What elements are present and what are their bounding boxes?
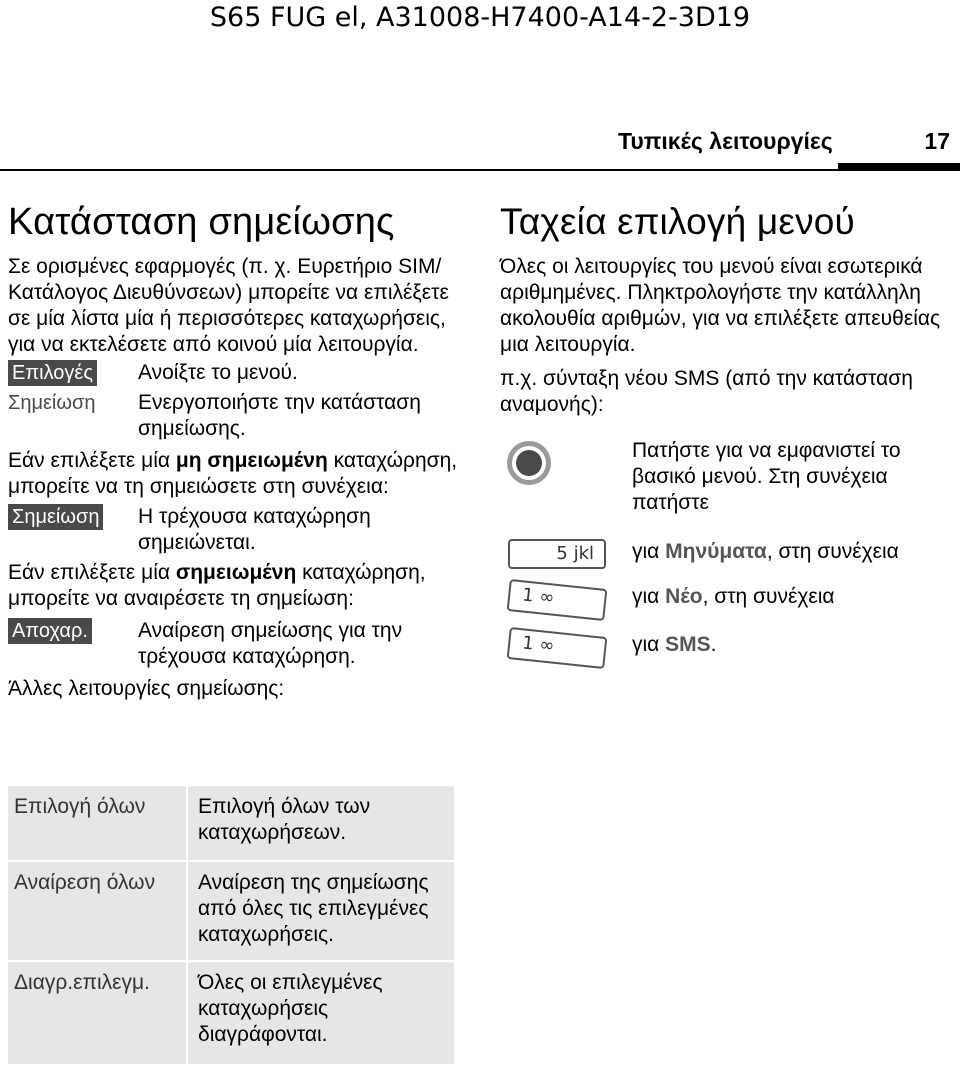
- table-row: [8, 862, 454, 962]
- mark-row: [8, 390, 458, 442]
- key-1-label: 1 ∞: [521, 632, 556, 657]
- step-4-post: .: [710, 633, 717, 656]
- unmarked-paragraph: [8, 448, 458, 500]
- mark-desc-2: Η τρέχουσα καταχώρηση σημειώνεται.: [138, 505, 371, 554]
- key-5-label: 5 jkl: [556, 543, 594, 564]
- function-delete-marked[interactable]: Διαγρ.επιλεγμ.: [14, 971, 150, 994]
- step-2-post: , στη συνέχεια: [766, 540, 899, 563]
- unmark-softkey[interactable]: Αποχαρ.: [8, 618, 92, 644]
- key-5-icon[interactable]: [508, 539, 606, 569]
- heading-mark-mode: Κατάσταση σημείωσης: [8, 201, 395, 243]
- page-header: [560, 126, 960, 166]
- right-column: [500, 196, 955, 418]
- table-row: [8, 786, 454, 862]
- marked-paragraph: [8, 560, 458, 612]
- key-1-icon[interactable]: [507, 579, 608, 621]
- function-desc: Επιλογή όλων των καταχωρήσεων.: [186, 786, 454, 860]
- step-3-post: , στη συνέχεια: [702, 585, 835, 608]
- mark-desc: Ενεργοποιήστε την κατάσταση σημείωσης.: [138, 391, 421, 440]
- unmarked-text-bold: μη σημειωμένη: [175, 449, 328, 472]
- function-desc: Αναίρεση της σημείωσης από όλες τις επιλεγμένες καταχωρήσεις.: [186, 862, 454, 960]
- marked-text-post: καταχώρηση, μπορείτε να αναιρέσετε τη σημείωση:: [8, 561, 426, 610]
- marked-text-pre: Εάν επιλέξετε μία: [8, 561, 176, 584]
- page-number: 17: [924, 128, 950, 154]
- step-4-text: [632, 632, 952, 658]
- step-2-bold: Μηνύματα: [665, 540, 767, 563]
- function-unmark-all[interactable]: Αναίρεση όλων: [14, 871, 156, 894]
- mark-softkey-2[interactable]: Σημείωση: [8, 504, 103, 530]
- step-1-text: Πατήστε για να εμφανιστεί το βασικό μενού. Στη συνέχεια πατήστε: [632, 439, 901, 514]
- mark-functions-table: [8, 786, 454, 1064]
- mark-row-2: [8, 504, 458, 556]
- key-1-label: 1 ∞: [521, 584, 556, 609]
- mark-mode-intro: Σε ορισμένες εφαρμογές (π. χ. Ευρετήριο SIM/ Κατάλογος Διευθύνσεων) μπορείτε να επιλέξετε σε μία λίστα μία ή περισσότερες καταχωρήσεις, για να εκτελέσετε από κοινού μία λειτουργία.: [8, 255, 449, 356]
- marked-text-bold: σημειωμένη: [175, 561, 297, 584]
- left-column: [8, 196, 458, 702]
- navigation-key-icon[interactable]: [504, 438, 554, 488]
- function-select-all[interactable]: Επιλογή όλων: [14, 795, 146, 818]
- header-rule: [0, 169, 838, 171]
- options-desc: Ανοίξτε το μενού.: [138, 361, 298, 384]
- step-3-pre: για: [632, 585, 666, 608]
- options-row: [8, 360, 458, 388]
- unmarked-text-pre: Εάν επιλέξετε μία: [8, 449, 176, 472]
- heading-menu-shortcut: Ταχεία επιλογή μενού: [500, 201, 855, 242]
- options-softkey[interactable]: Επιλογές: [8, 360, 97, 386]
- mark-softkey[interactable]: Σημείωση: [8, 392, 96, 414]
- section-title: Τυπικές λειτουργίες: [618, 128, 833, 154]
- menu-shortcut-intro: Όλες οι λειτουργίες του μενού είναι εσωτερικά αριθμημένες. Πληκτρολογήστε την κατάλληλη ακολουθία αριθμών, για να επιλέξετε απευθείας μια λειτουργία.: [500, 255, 941, 356]
- other-functions-label: Άλλες λειτουργίες σημείωσης:: [8, 677, 285, 700]
- header-rule-accent: [838, 163, 960, 171]
- key-1-icon[interactable]: [507, 627, 608, 669]
- menu-shortcut-example: π.χ. σύνταξη νέου SMS (από την κατάσταση αναμονής):: [500, 367, 913, 416]
- step-3-bold: Νέο: [665, 585, 703, 608]
- step-2-text: [632, 539, 952, 565]
- step-4-pre: για: [632, 633, 666, 656]
- step-4-bold: SMS: [665, 633, 711, 656]
- unmark-desc: Αναίρεση σημείωσης για την τρέχουσα καταχώρηση.: [138, 619, 403, 668]
- document-id: S65 FUG el, A31008-H7400-A14-2-3D19: [209, 2, 751, 33]
- unmarked-text-post: καταχώρηση, μπορείτε να τη σημειώσετε στη συνέχεια:: [8, 449, 458, 498]
- table-row: [8, 962, 454, 1064]
- step-2-pre: για: [632, 540, 666, 563]
- step-3-text: [632, 584, 952, 610]
- function-desc: Όλες οι επιλεγμένες καταχωρήσεις διαγράφονται.: [186, 962, 454, 1064]
- unmark-row: [8, 618, 458, 670]
